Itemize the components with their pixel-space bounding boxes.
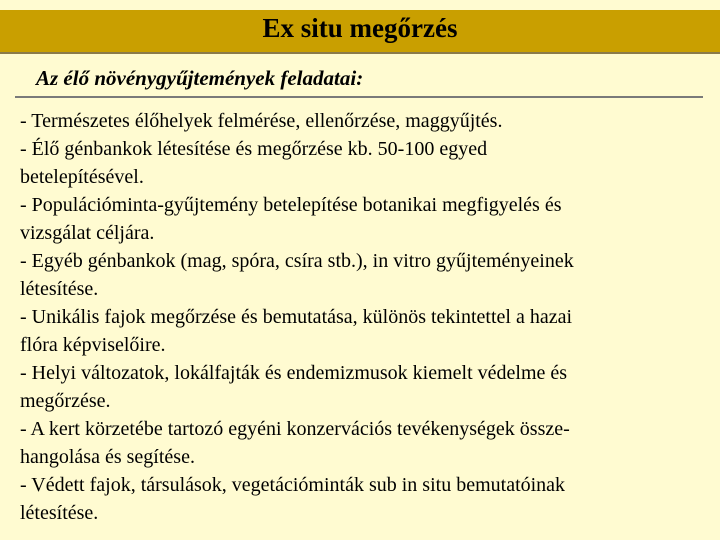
list-item-line: megőrzése. bbox=[20, 390, 111, 412]
list-item bbox=[20, 303, 710, 359]
list-item bbox=[20, 135, 710, 191]
list-item-line: - Helyi változatok, lokálfajták és endemizmusok kiemelt védelme és bbox=[20, 362, 568, 384]
list-item bbox=[20, 191, 710, 247]
list-item-line: betelepítésével. bbox=[20, 166, 144, 188]
list-item bbox=[20, 415, 710, 471]
list-item-line: - Populációminta-gyűjtemény betelepítése botanikai megfigyelés és bbox=[20, 194, 562, 216]
slide-subtitle: Az élő növénygyűjtemények feladatai: bbox=[36, 66, 364, 90]
list-item bbox=[20, 359, 710, 415]
list-item bbox=[20, 471, 710, 527]
list-item-line: vizsgálat céljára. bbox=[20, 222, 155, 244]
list-item-line: létesítése. bbox=[20, 502, 99, 524]
list-item-line: - Természetes élőhelyek felmérése, ellenőrzése, maggyűjtés. bbox=[20, 110, 503, 132]
list-item bbox=[20, 247, 710, 303]
list-item-line: - Élő génbankok létesítése és megőrzése kb. 50-100 egyed bbox=[20, 138, 488, 160]
list-item-line: flóra képviselőire. bbox=[20, 334, 166, 356]
list-item-line: létesítése. bbox=[20, 278, 99, 300]
list-item-line: - Unikális fajok megőrzése és bemutatása, különös tekintettel a hazai bbox=[20, 306, 573, 328]
slide-title: Ex situ megőrzés bbox=[262, 13, 458, 43]
list-item-line: - Védett fajok, társulások, vegetációminták sub in situ bemutatóinak bbox=[20, 474, 566, 496]
list-item-line: hangolása és segítése. bbox=[20, 446, 195, 468]
divider bbox=[15, 96, 703, 98]
list-item-line: - A kert körzetébe tartozó egyéni konzervációs tevékenységek össze- bbox=[20, 418, 570, 440]
task-list bbox=[20, 107, 710, 527]
list-item-line: - Egyéb génbankok (mag, spóra, csíra stb.), in vitro gyűjteményeinek bbox=[20, 250, 574, 272]
list-item bbox=[20, 107, 710, 135]
